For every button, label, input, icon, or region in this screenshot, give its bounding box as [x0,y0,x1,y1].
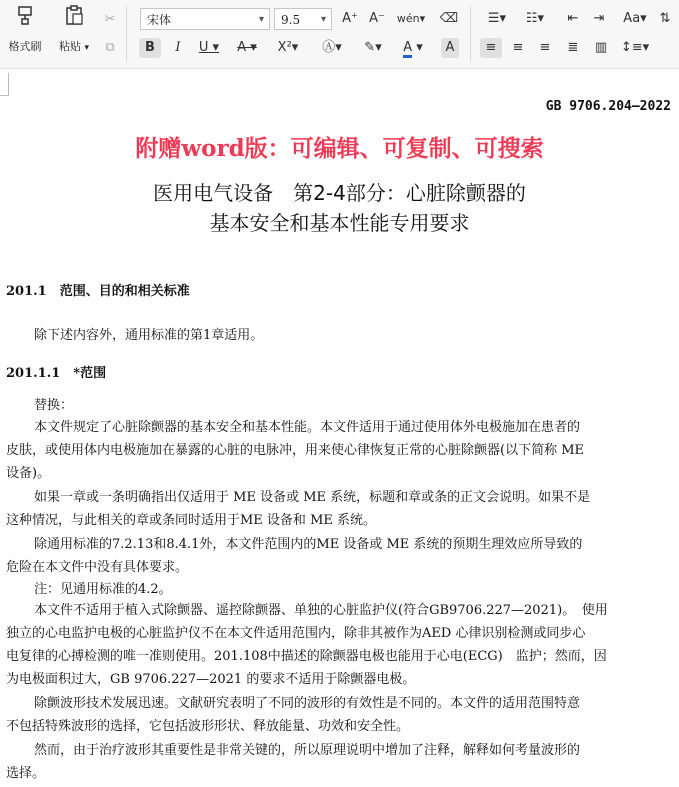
eraser-icon[interactable]: ⌫ [439,11,459,26]
chevron-down-icon: ▾ [320,14,326,25]
font-name-select[interactable] [140,8,270,30]
document-top-margin [0,69,679,99]
paragraph-scope-line: 设备)。 [6,466,51,481]
font-color-button[interactable]: A ▾ [396,38,430,58]
numbered-list-icon[interactable]: ☷▾ [525,11,545,26]
standard-number: GB 9706.204—2022 [545,99,671,114]
underline-button[interactable]: U ▾ [198,40,220,55]
font-size-select[interactable] [274,8,332,30]
paragraph-scope-line: 皮肤，或使用体内电极施加在暴露的心脏的电脉冲，用来使心律恢复正常的心脏除颤器(以下简称 ME [6,443,585,458]
paragraph-rationale-line: 然而，由于治疗波形其重要性是非常关键的，所以原理说明中增加了注释，解释如何考量波形的 [34,743,581,758]
shrink-font-button[interactable]: A⁻ [369,11,385,26]
paintbrush-icon [6,4,44,30]
margin-corner-mark [0,73,9,96]
align-center-icon[interactable]: ≡ [512,40,524,55]
align-left-icon[interactable]: ≡ [480,38,502,58]
paragraph-hazard-line: 除通用标准的7.2.13和8.4.1外，本文件范围内的ME 设备或 ME 系统的预期生理效应所导致的 [34,537,583,552]
align-right-icon[interactable]: ≡ [539,40,551,55]
cut-icon[interactable]: ✂ [104,12,116,27]
line-spacing-icon[interactable]: ↕≡▾ [620,40,650,55]
paragraph-exclusions-line: 为电极面积过大，GB 9706.227—2021 的要求不适用于除颤器电极。 [6,672,416,687]
format-painter-button[interactable]: 格式刷 [6,4,44,54]
font-size-value: 9.5 [281,13,301,27]
paragraph-exclusions-line: 本文件不适用于植入式除颤器、遥控除颤器、单独的心脏监护仪(符合GB9706.227—2021)。 使用 [34,603,608,618]
clipboard-icon [54,4,94,30]
promo-banner: 附赠word版：可编辑、可复制、可搜索 [135,135,544,162]
bold-button[interactable]: B [139,38,161,58]
paragraph-exclusions-line: 电复律的心搏检测的唯一准则使用。201.108中描述的除颤器电极也能用于心电(ECG) 监护；然而，因 [6,649,607,664]
chevron-down-icon[interactable]: ▾ [84,43,90,53]
paragraph-waveform-line: 除颤波形技术发展迅速。文献研究表明了不同的波形的有效性是不同的。本文件的适用范围特意 [34,696,581,711]
grow-font-button[interactable]: A⁺ [342,11,358,26]
paste-button[interactable] [54,4,94,54]
section-heading-201-1: 201.1 范围、目的和相关标准 [6,284,190,299]
paragraph-applicability-line: 如果一章或一条明确指出仅适用于 ME 设备或 ME 系统，标题和章或条的正文会说明。如果不是 [34,490,591,505]
strikethrough-button[interactable]: A ▾ [237,40,257,55]
bullet-list-icon[interactable]: ☰▾ [487,11,507,26]
section-heading-201-1-1: 201.1.1 *范围 [6,366,107,381]
sort-icon[interactable]: ⇅ [659,11,671,26]
paragraph-rationale-line: 选择。 [6,766,46,781]
replace-label: 替换： [34,398,74,413]
paste-label: 粘贴 [58,40,81,53]
font-name-value: 宋体 [147,13,172,27]
note-line: 注：见通用标准的4.2。 [34,582,172,597]
chevron-down-icon: ▾ [258,14,264,25]
paragraph-applicability-line: 这种情况，与此相关的章或条同时适用于ME 设备和 ME 系统。 [6,513,376,528]
distributed-align-icon[interactable]: ▥ [594,40,608,55]
superscript-button[interactable]: X²▾ [277,40,299,55]
highlight-button[interactable]: ✎▾ [364,40,382,55]
document-title-line1: 医用电气设备 第2-4部分：心脏除颤器的 [153,181,526,205]
pinyin-guide-button[interactable]: wén▾ [396,12,426,25]
document-title-line2: 基本安全和基本性能专用要求 [209,211,470,235]
justify-icon[interactable]: ≣ [567,40,579,55]
change-case-icon[interactable]: Aa▾ [623,11,647,26]
divider [470,6,471,62]
paragraph-hazard-line: 危险在本文件中没有具体要求。 [6,560,189,575]
increase-indent-icon[interactable]: ⇥ [593,11,605,26]
decrease-indent-icon[interactable]: ⇤ [567,11,579,26]
character-shading-button[interactable]: A [441,38,459,58]
copy-icon[interactable]: ⧉ [105,40,115,55]
text-effect-button[interactable]: Ⓐ▾ [322,40,342,55]
divider [126,6,127,62]
paragraph-exclusions-line: 独立的心电监护电极的心脏监护仪不在本文件适用范围内，除非其被作为AED 心律识别检测或同步心 [6,626,586,641]
ribbon-toolbar [0,0,679,69]
paragraph-intro: 除下述内容外，通用标准的第1章适用。 [34,328,264,343]
document-page[interactable] [0,99,679,787]
highlighter-icon: ✎ [364,40,376,55]
italic-button[interactable]: I [175,40,181,55]
paragraph-waveform-line: 不包括特殊波形的选择，它包括波形形状、释放能量、功效和安全性。 [6,719,410,734]
paragraph-scope-line: 本文件规定了心脏除颤器的基本安全和基本性能。本文件适用于通过使用体外电极施加在患者的 [34,420,581,435]
